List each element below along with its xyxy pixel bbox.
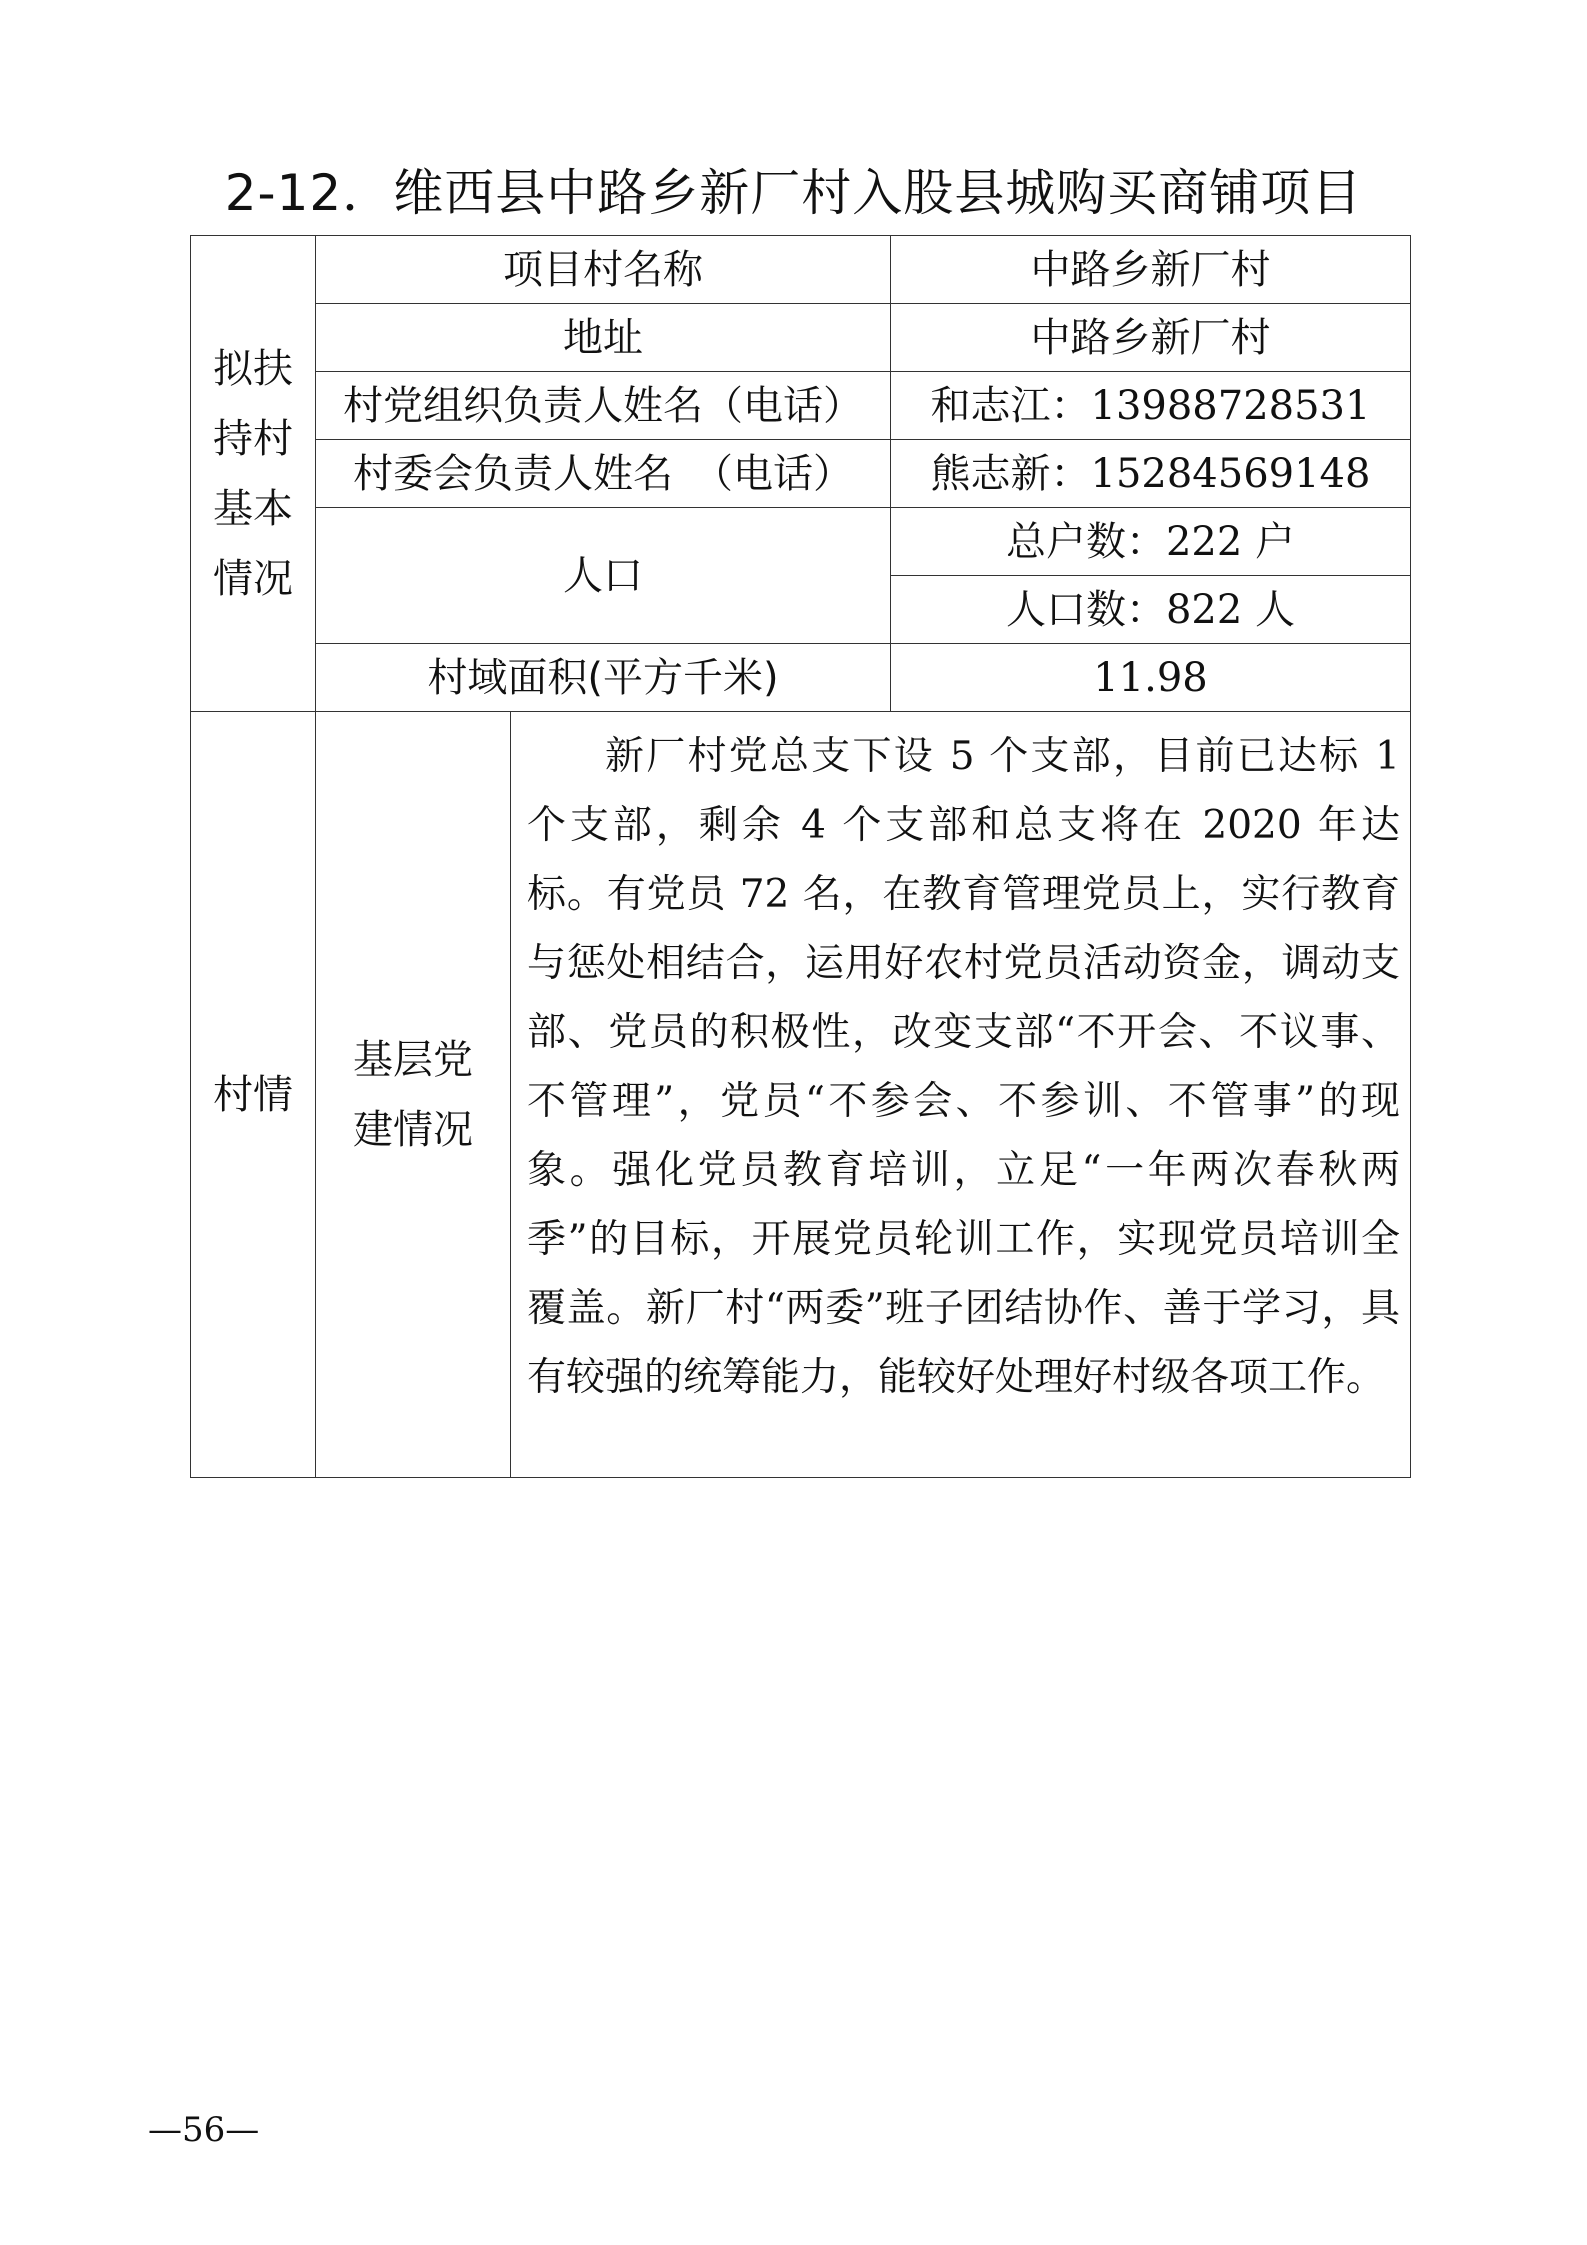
village-info-table	[190, 235, 1411, 1478]
basic-info-section-label: 拟扶持村基本情况	[191, 236, 316, 712]
village-name-value: 中路乡新厂村	[891, 236, 1411, 304]
area-label: 村域面积(平方千米)	[316, 644, 891, 712]
party-building-label: 基层党建情况	[316, 712, 511, 1478]
village-name-label: 项目村名称	[316, 236, 891, 304]
address-label: 地址	[316, 304, 891, 372]
address-value: 中路乡新厂村	[891, 304, 1411, 372]
area-value: 11.98	[891, 644, 1411, 712]
page-number: —56—	[148, 2110, 260, 2150]
party-leader-label: 村党组织负责人姓名（电话）	[316, 372, 891, 440]
page-title: 2-12．维西县中路乡新厂村入股县城购买商铺项目	[224, 164, 1363, 222]
committee-leader-value: 熊志新：15284569148	[891, 440, 1411, 508]
party-leader-value: 和志江：13988728531	[891, 372, 1411, 440]
village-situation-label: 村情	[191, 712, 316, 1478]
people-value: 人口数：822 人	[891, 576, 1411, 644]
population-label: 人口	[316, 508, 891, 644]
party-building-text: 新厂村党总支下设 5 个支部，目前已达标 1 个支部，剩余 4 个支部和总支将在 2020 年达标。有党员 72 名，在教育管理党员上，实行教育与惩处相结合，运用好农村党员活动资金，调动支部、党员的积极性，改变支部“不开会、不议事、不管理”，党员“不参会、不参训、不管事”的现象。强化党员教育培训，立足“一年两次春秋两季”的目标，开展党员轮训工作，实现党员培训全覆盖。新厂村“两委”班子团结协作、善于学习，具有较强的统筹能力，能较好处理好村级各项工作。	[511, 712, 1411, 1478]
households-value: 总户数：222 户	[891, 508, 1411, 576]
committee-leader-label: 村委会负责人姓名 （电话）	[316, 440, 891, 508]
